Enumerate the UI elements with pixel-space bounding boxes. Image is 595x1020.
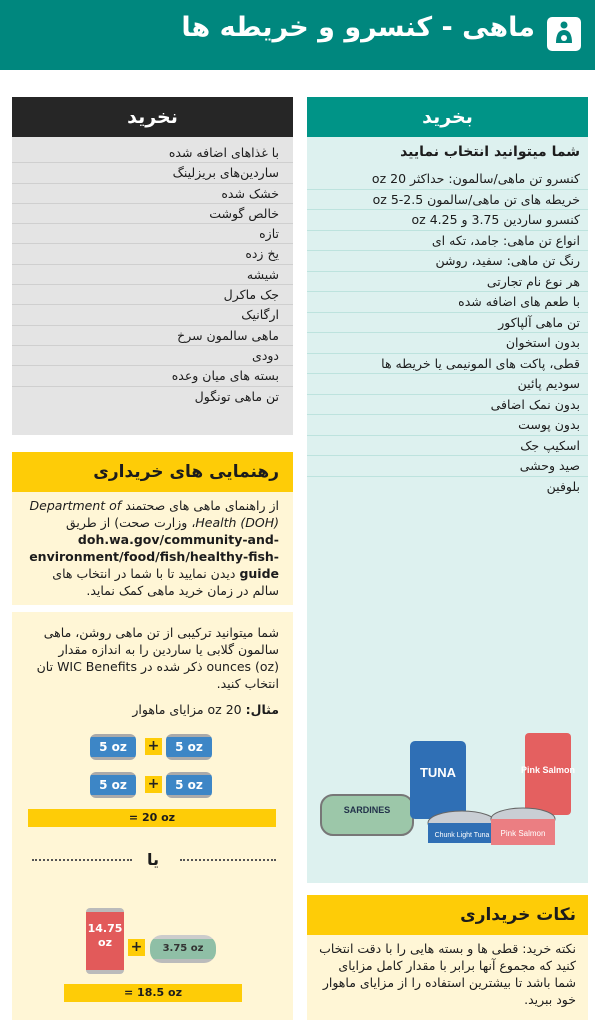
- plus-icon: +: [145, 776, 162, 793]
- page-header: [0, 0, 595, 70]
- list-item: کنسرو ساردین 3.75 و 4.25 oz: [307, 210, 588, 231]
- list-item: ارگانیک: [12, 305, 293, 325]
- total-18-5oz: = 18.5 oz: [64, 984, 242, 1002]
- guide-text-3: دیدن نمایید تا با شما در انتخاب های سالم در زمان خرید ماهی کمک نماید.: [52, 566, 279, 598]
- list-item: بدون نمک اضافی: [307, 395, 588, 416]
- tuna-can-5oz: 5 oz: [166, 734, 212, 760]
- list-item: تن ماهی تونگول: [194, 388, 279, 404]
- list-item: تن ماهی آلپاکور: [307, 313, 588, 334]
- list-item: سودیم پائین: [307, 374, 588, 395]
- buy-list: [307, 169, 588, 497]
- list-item: صید وحشی: [307, 456, 588, 477]
- shopping-guide-heading: رهنمایی های خریداری: [12, 452, 293, 492]
- list-item: خریطه های تن ماهی/سالمون 2.5-5 oz: [307, 190, 588, 211]
- sardines-label: SARDINES: [343, 805, 391, 815]
- shopping-tips-heading: نکات خریداری: [307, 895, 588, 935]
- fish-products-illustration: [315, 729, 585, 879]
- wic-family-icon: [547, 17, 581, 51]
- list-item: بدون پوست: [307, 415, 588, 436]
- list-item: بلوفین: [546, 478, 580, 494]
- example-paragraph: شما میتوانید ترکیبی از تن ماهی روشن، ماهی سالمون گلابی یا ساردین را به اندازه مقدار ounces (oz) ذکر شده در WIC Benefits تان انتخاب کنید.: [36, 625, 279, 691]
- example-label-bold: مثال:: [245, 702, 279, 717]
- list-item: هر نوع نام تجارتی: [307, 272, 588, 293]
- pink-salmon-tall-can: [521, 733, 575, 815]
- list-item: قطی، پاکت های المونیمی یا خریطه ها: [307, 354, 588, 375]
- list-item: خشک شده: [12, 184, 293, 204]
- list-item: رنگ تن ماهی: سفید، روشن: [307, 251, 588, 272]
- tuna-can-5oz: 5 oz: [166, 772, 212, 798]
- sardine-tin-3-75oz: 3.75 oz: [150, 935, 216, 963]
- buy-panel: [307, 137, 588, 883]
- chunk-light-tuna-can: [428, 811, 496, 843]
- list-item: شیشه: [12, 265, 293, 285]
- divider-dots: [32, 859, 132, 861]
- pink-salmon-label: Pink Salmon: [520, 765, 576, 775]
- list-item: ساردین‌های بریزلینگ: [12, 163, 293, 183]
- list-item: یخ زده: [12, 244, 293, 264]
- shopping-guide-text: [12, 492, 293, 605]
- example-label-rest: 20 oz مزایای ماهوار: [132, 702, 242, 717]
- buy-heading: بخرید: [307, 97, 588, 137]
- divider-dots: [180, 859, 276, 861]
- shopping-tips-text: نکته خرید: قطی ها و بسته هایی را با دقت انتخاب کنید که مجموع آنها برابر با مقدار کامل مزایای شما باشد تا بیشترین استفاده را از مزایای ماهوار خود ببرید.: [307, 935, 588, 1020]
- list-item: با غذاهای اضافه شده: [12, 143, 293, 163]
- list-item: انواع تن ماهی: جامد، تکه ای: [307, 231, 588, 252]
- dont-buy-list: [12, 143, 293, 407]
- sardines-tin: [321, 795, 413, 835]
- page-title: ماهی - کنسرو و خریطه ها: [181, 12, 535, 43]
- salmon-can-14-75oz: 14.75 oz: [86, 908, 124, 974]
- total-20oz: = 20 oz: [28, 809, 276, 827]
- pink-salmon-small-label: Pink Salmon: [500, 829, 546, 838]
- list-item: کنسرو تن ماهی/سالمون: حداکثر 20 oz: [307, 169, 588, 190]
- guide-department-name: Department of Health (DOH): [29, 498, 279, 530]
- list-item: دودی: [12, 346, 293, 366]
- pink-salmon-small-can: [491, 808, 555, 845]
- list-item: بدون استخوان: [307, 333, 588, 354]
- example-panel: [12, 612, 293, 1020]
- tuna-can-5oz: 5 oz: [90, 772, 136, 798]
- example-label: [132, 702, 279, 717]
- list-item: ماهی سالمون سرخ: [12, 326, 293, 346]
- plus-icon: +: [145, 738, 162, 755]
- plus-icon: +: [128, 939, 145, 956]
- dont-buy-heading: نخرید: [12, 97, 293, 137]
- or-label: یا: [147, 850, 160, 869]
- list-item: اسکیپ جک: [307, 436, 588, 457]
- chunk-light-label: Chunk Light Tuna: [434, 832, 490, 839]
- list-item: تازه: [12, 224, 293, 244]
- buy-subheading: شما میتوانید انتخاب نمایید: [400, 144, 580, 160]
- guide-text-1: از راهنمای ماهی های صحتمند: [125, 498, 279, 513]
- list-item: خالص گوشت: [12, 204, 293, 224]
- dont-buy-panel: [12, 137, 293, 435]
- tuna-can-5oz: 5 oz: [90, 734, 136, 760]
- list-item: بسته های میان وعده: [12, 366, 293, 386]
- tuna-pouch: [410, 741, 466, 819]
- tuna-pouch-label: TUNA: [419, 765, 457, 780]
- list-item: با طعم های اضافه شده: [307, 292, 588, 313]
- guide-text-2: ، وزارت صحت) از طریق: [65, 515, 196, 530]
- list-item: جک ماکرل: [12, 285, 293, 305]
- guide-url-link[interactable]: doh.wa.gov/community-and-environment/food/fish/healthy-fish-guide: [29, 532, 279, 581]
